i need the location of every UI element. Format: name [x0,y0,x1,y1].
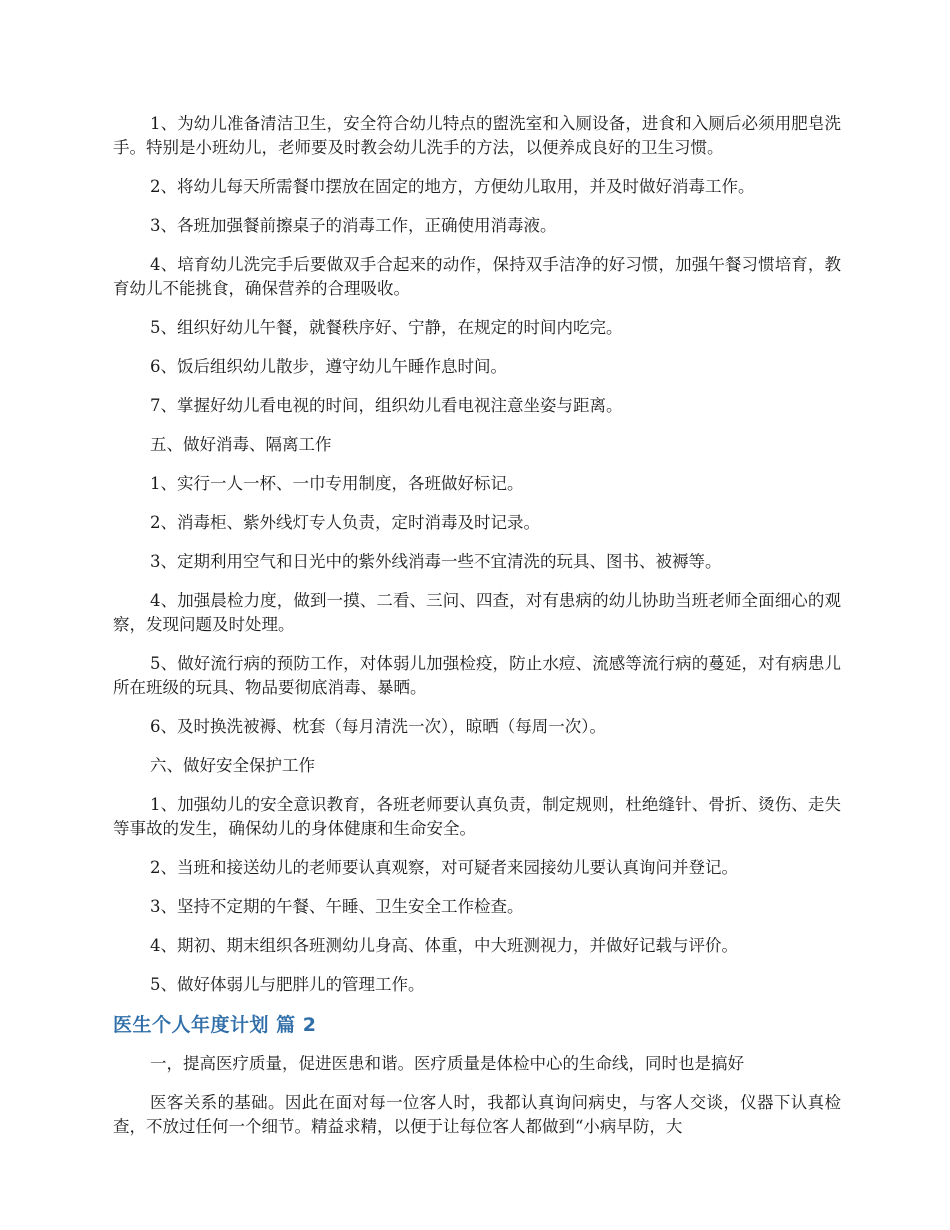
section-heading: 医生个人年度计划 篇 2 [113,1014,317,1036]
paragraph: 7、掌握好幼儿看电视的时间，组织幼儿看电视注意坐姿与距离。 [150,396,623,415]
paragraph: 6、及时换洗被褥、枕套（每月清洗一次），晾晒（每周一次）。 [150,717,606,736]
paragraph: 6、饭后组织幼儿散步，遵守幼儿午睡作息时间。 [150,357,507,376]
document-body [113,112,841,1154]
paragraph: 3、坚持不定期的午餐、午睡、卫生安全工作检查。 [150,897,524,916]
paragraph: 4、加强晨检力度，做到一摸、二看、三问、四查，对有患病的幼儿协助当班老师全面细心的观察，发现问题及时处理。 [113,591,841,634]
paragraph: 5、做好体弱儿与肥胖儿的管理工作。 [150,975,425,994]
paragraph: 一，提高医疗质量，促进医患和谐。医疗质量是体检中心的生命线，同时也是搞好 [150,1054,744,1073]
paragraph: 2、当班和接送幼儿的老师要认真观察，对可疑者来园接幼儿要认真询问并登记。 [150,858,738,877]
paragraph: 医客关系的基础。因此在面对每一位客人时，我都认真询问病史，与客人交谈，仪器下认真检查，不放过任何一个细节。精益求精，以便于让每位客人都做到“小病早防，大 [113,1093,841,1136]
paragraph: 五、做好消毒、隔离工作 [150,435,332,454]
paragraph: 六、做好安全保护工作 [150,756,315,775]
paragraph: 2、消毒柜、紫外线灯专人负责，定时消毒及时记录。 [150,513,540,532]
paragraph: 3、各班加强餐前擦桌子的消毒工作，正确使用消毒液。 [150,216,557,235]
section-2 [113,1052,841,1139]
paragraph: 1、加强幼儿的安全意识教育，各班老师要认真负责，制定规则，杜绝缝针、骨折、烫伤、走失等事故的发生，确保幼儿的身体健康和生命安全。 [113,795,841,838]
paragraph: 4、期初、期末组织各班测幼儿身高、体重，中大班测视力，并做好记载与评价。 [150,936,738,955]
paragraph: 4、培育幼儿洗完手后要做双手合起来的动作，保持双手洁净的好习惯，加强午餐习惯培育，教育幼儿不能挑食，确保营养的合理吸收。 [113,255,841,298]
paragraph: 1、为幼儿准备清洁卫生，安全符合幼儿特点的盥洗室和入厕设备，进食和入厕后必须用肥皂洗手。特别是小班幼儿，老师要及时教会幼儿洗手的方法，以便养成良好的卫生习惯。 [113,114,841,157]
section-1 [113,112,841,997]
paragraph: 3、定期利用空气和日光中的紫外线消毒一些不宜清洗的玩具、图书、被褥等。 [150,552,722,571]
paragraph: 2、将幼儿每天所需餐巾摆放在固定的地方，方便幼儿取用，并及时做好消毒工作。 [150,177,755,196]
paragraph: 1、实行一人一杯、一巾专用制度，各班做好标记。 [150,474,524,493]
paragraph: 5、组织好幼儿午餐，就餐秩序好、宁静，在规定的时间内吃完。 [150,318,623,337]
paragraph: 5、做好流行病的预防工作，对体弱儿加强检疫，防止水痘、流感等流行病的蔓延，对有病患儿所在班级的玩具、物品要彻底消毒、暴晒。 [113,654,841,697]
